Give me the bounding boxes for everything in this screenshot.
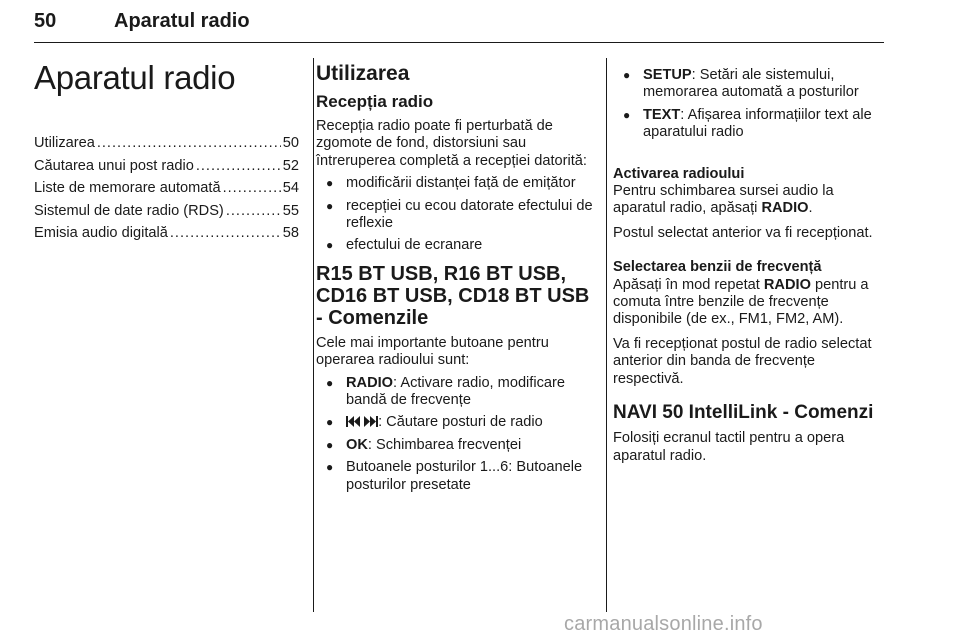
causes-list (316, 175, 594, 255)
list-item: ● TEXT: Afișarea informațiilor text ale aparatului radio (613, 107, 889, 142)
navi-heading: NAVI 50 IntelliLink - Comenzi (613, 402, 874, 424)
toc-leader (223, 180, 281, 197)
list-item: ● OK: Schimbarea frecvenței (316, 437, 594, 454)
column-toc (34, 48, 299, 243)
toc-entry[interactable] (34, 130, 299, 153)
toc-label: Sistemul de date radio (RDS) (34, 202, 224, 219)
running-title: Aparatul radio (114, 10, 250, 32)
column-divider-2 (606, 58, 607, 612)
toc-page: 54 (282, 180, 299, 197)
activate-paragraph: Pentru schimbarea sursei audio la aparatul radio, apăsați RADIO. (613, 183, 834, 217)
toc-label: Liste de memorare automată (34, 180, 221, 197)
list-item: ● RADIO: Activare radio, modificare bandă de frecvențe (316, 375, 594, 410)
list-item: ● recepției cu ecou datorate efectului de reflexie (316, 198, 594, 233)
intro-paragraph: Recepția radio poate fi perturbată de zgomote de fond, distorsiuni sau întreruperea completă a recepției datorită: (316, 118, 587, 169)
seek-back-icon (346, 416, 360, 427)
controls-list-continued (613, 67, 889, 142)
toc-label: Căutarea unui post radio (34, 157, 194, 174)
column-continued (613, 62, 889, 465)
toc-page: 52 (282, 157, 299, 174)
key-label: RADIO (763, 276, 811, 293)
list-item: ● modificării distanței față de emițător (316, 175, 594, 192)
header-rule (34, 42, 884, 43)
subsection-heading: Recepția radio (316, 92, 434, 111)
toc-entry[interactable] (34, 153, 299, 176)
watermark: carmanualsonline.info (564, 613, 763, 635)
key-label: TEXT (643, 106, 681, 123)
navi-paragraph: Folosiți ecranul tactil pentru a opera aparatul radio. (613, 430, 845, 464)
key-label: SETUP (643, 67, 692, 83)
list-item: ● efectului de ecranare (316, 237, 594, 254)
toc-entry[interactable] (34, 175, 299, 198)
toc-leader (97, 135, 281, 152)
activate-heading: Activarea radioului (613, 165, 745, 182)
column-divider-1 (313, 58, 314, 612)
toc-entry[interactable] (34, 220, 299, 243)
key-label: OK (346, 436, 368, 453)
toc-label: Utilizarea (34, 135, 95, 152)
models-heading: R15 BT USB, R16 BT USB, CD16 BT USB, CD18 BT USB - Comenzile (316, 262, 590, 329)
controls-intro: Cele mai importante butoane pentru operarea radioului sunt: (316, 334, 549, 369)
section-heading: Utilizarea (316, 62, 410, 85)
toc-leader (196, 158, 281, 175)
column-utilizarea (316, 62, 594, 499)
list-item: ● SETUP: Setări ale sistemului, memorarea automată a posturilor (613, 67, 889, 102)
band-paragraph: Apăsați în mod repetat RADIO pentru a comuta între benzile de frecvențe disponibile (de ex., FM1, FM2, AM). (613, 276, 869, 328)
toc-page: 58 (282, 225, 299, 242)
toc-label: Emisia audio digitală (34, 225, 168, 242)
seek-forward-icon (364, 416, 378, 427)
band-heading: Selectarea benzii de frecvență (613, 259, 822, 276)
toc-leader (226, 203, 281, 220)
toc-page: 50 (282, 135, 299, 152)
key-label: RADIO (761, 200, 809, 217)
activate-paragraph-2: Postul selectat anterior va fi recepționat. (613, 224, 873, 241)
list-item: ● Butoanele posturilor 1...6: Butoanele posturilor presetate (316, 459, 594, 494)
key-label: RADIO (346, 374, 394, 391)
controls-list (316, 375, 594, 494)
chapter-title: Aparatul radio (34, 59, 236, 96)
toc-leader (170, 225, 281, 242)
toc-entry[interactable] (34, 198, 299, 221)
band-paragraph-2: Va fi recepționat postul de radio selectat anterior din banda de frecvențe respectivă. (613, 335, 872, 387)
list-item: ● : Căutare posturi de radio (316, 414, 594, 431)
toc-page: 55 (282, 202, 299, 219)
table-of-contents (34, 130, 299, 243)
page-number: 50 (34, 10, 57, 32)
